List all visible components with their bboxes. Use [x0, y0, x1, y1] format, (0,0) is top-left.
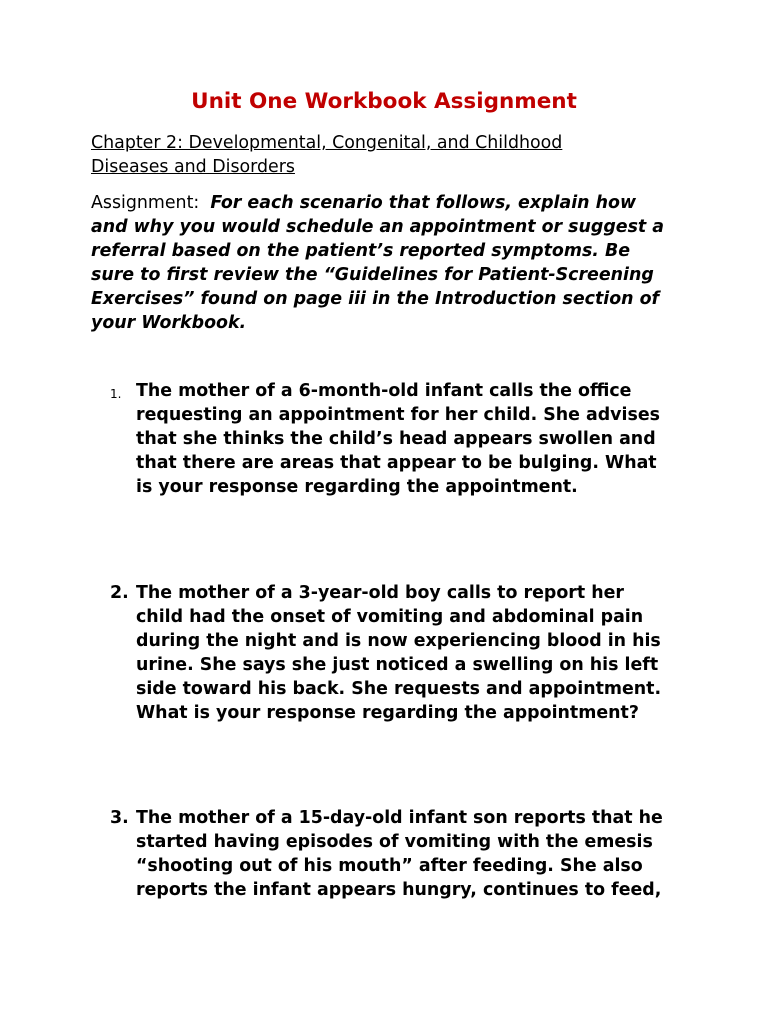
assignment-line: your Workbook.	[91, 313, 247, 333]
scenario-line: that there are areas that appear to be bulging. What	[136, 453, 657, 473]
scenario-text	[136, 379, 690, 499]
chapter-heading	[91, 131, 691, 179]
assignment-text: For each scenario that follows, explain how	[210, 193, 637, 213]
scenario-item	[110, 379, 690, 499]
chapter-heading-line: Chapter 2: Developmental, Congenital, and Childhood	[91, 133, 563, 153]
chapter-heading-line: Diseases and Disorders	[91, 157, 295, 177]
scenario-text	[136, 581, 690, 725]
scenario-line: is your response regarding the appointment.	[136, 477, 578, 497]
scenario-item	[110, 806, 690, 902]
scenario-line: urine. She says she just noticed a swelling on his left	[136, 655, 659, 675]
scenario-line: “shooting out of his mouth” after feeding. She also	[136, 856, 643, 876]
scenario-line: What is your response regarding the appointment?	[136, 703, 639, 723]
scenario-line: side toward his back. She requests and appointment.	[136, 679, 662, 699]
scenario-item	[110, 581, 690, 725]
scenario-line: child had the onset of vomiting and abdominal pain	[136, 607, 644, 627]
scenario-number: 3.	[110, 808, 129, 828]
scenario-number: 1.	[110, 387, 122, 401]
assignment-label: Assignment:	[91, 193, 200, 213]
assignment-line: and why you would schedule an appointment or suggest a	[91, 217, 665, 237]
scenario-line: The mother of a 6-month-old infant calls the office	[136, 381, 632, 401]
assignment-instructions	[91, 191, 691, 335]
assignment-line: sure to first review the “Guidelines for Patient-Screening	[91, 265, 654, 285]
scenario-line: reports the infant appears hungry, continues to feed,	[136, 880, 662, 900]
scenario-line: started having episodes of vomiting with the emesis	[136, 832, 653, 852]
scenario-line: The mother of a 15-day-old infant son reports that he	[136, 808, 663, 828]
assignment-line	[91, 191, 691, 215]
scenario-line: The mother of a 3-year-old boy calls to report her	[136, 583, 624, 603]
scenario-number: 2.	[110, 583, 129, 603]
assignment-line: Exercises” found on page iii in the Introduction section of	[91, 289, 660, 309]
assignment-line: referral based on the patient’s reported symptoms. Be	[91, 241, 631, 261]
scenario-line: during the night and is now experiencing blood in his	[136, 631, 661, 651]
scenario-line: that she thinks the child’s head appears swollen and	[136, 429, 656, 449]
document-title: Unit One Workbook Assignment	[191, 89, 577, 114]
scenario-text	[136, 806, 690, 902]
scenario-line: requesting an appointment for her child. She advises	[136, 405, 660, 425]
